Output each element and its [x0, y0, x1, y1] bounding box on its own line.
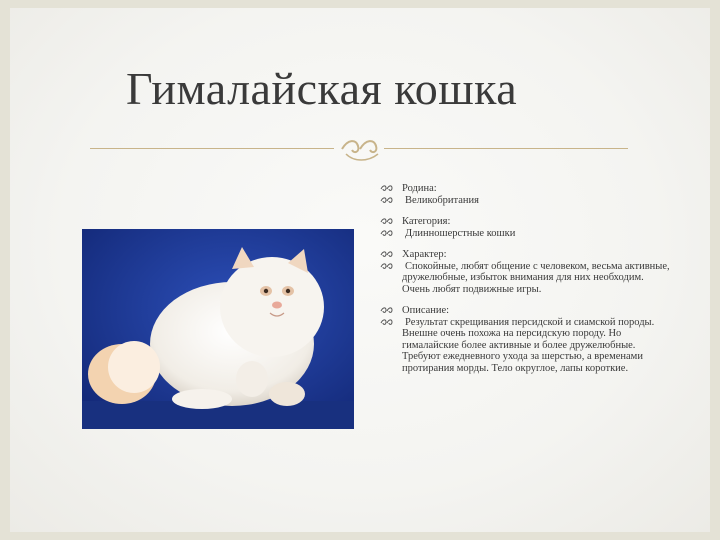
bullet-row [380, 317, 670, 375]
slide-title: Гималайская кошка [126, 63, 518, 114]
bullet-row [380, 216, 670, 228]
section-category [380, 216, 670, 239]
cat-photo [82, 229, 354, 429]
title-divider-right [384, 148, 628, 149]
origin-value: Великобритания [405, 194, 479, 206]
flourish-bullet-icon [380, 229, 394, 239]
info-bullet-list [380, 183, 670, 384]
category-value: Длинношерстные кошки [405, 227, 516, 239]
flourish-bullet-icon [380, 250, 394, 260]
section-description [380, 305, 670, 374]
flourish-bullet-icon [380, 318, 394, 328]
description-value: Результат скрещивания персидской и сиамской породы. Внешне очень похожа на персидскую породу. Но гималайские более активные и более дружелюбные. Требуют ежедневного ухода за шерстью, а временами протирания морды. Тело округлое, лапы короткие. [402, 316, 655, 374]
character-label: Характер: [402, 249, 447, 260]
bullet-row [380, 261, 670, 296]
section-origin [380, 183, 670, 206]
bullet-row [380, 249, 670, 261]
scroll-ornament-icon [338, 134, 382, 164]
bullet-row [380, 195, 670, 207]
bullet-row [380, 228, 670, 240]
flourish-bullet-icon [380, 306, 394, 316]
flourish-bullet-icon [380, 217, 394, 227]
bullet-row [380, 305, 670, 317]
category-label: Категория: [402, 216, 451, 227]
description-label: Описание: [402, 305, 450, 316]
character-value: Спокойные, любят общение с человеком, весьма активные, дружелюбные, избыток внимания для них необходим. Очень любят подвижные игры. [402, 260, 670, 295]
flourish-bullet-icon [380, 262, 394, 272]
flourish-bullet-icon [380, 184, 394, 194]
flourish-bullet-icon [380, 196, 394, 206]
origin-label: Родина: [402, 183, 437, 194]
bullet-row [380, 183, 670, 195]
title-divider-left [90, 148, 334, 149]
section-character [380, 249, 670, 295]
